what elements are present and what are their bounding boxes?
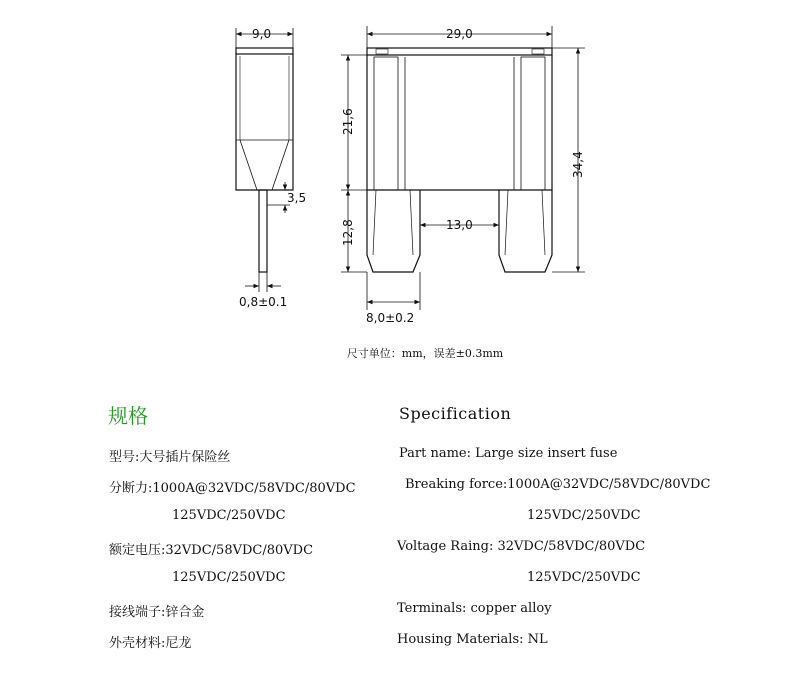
spec-cn-breaking-cont: 125VDC/250VDC <box>172 508 286 523</box>
spec-en-breaking: Breaking force:1000A@32VDC/58VDC/80VDC <box>405 477 711 492</box>
spec-cn-housing: 外壳材料:尼龙 <box>109 636 192 651</box>
dim-terminal-width: 3,5 <box>287 191 307 205</box>
spec-cn-breaking: 分断力:1000A@32VDC/58VDC/80VDC <box>109 481 356 496</box>
spec-cn-rated-voltage: 额定电压:32VDC/58VDC/80VDC <box>109 543 314 558</box>
spec-title-cn: 规格 <box>108 404 148 428</box>
dim-blade-height: 12,8 <box>341 219 355 246</box>
dim-terminal-thickness: 0,8±0.1 <box>239 295 288 309</box>
spec-en-breaking-cont: 125VDC/250VDC <box>527 508 641 523</box>
spec-en-terminals: Terminals: copper alloy <box>397 601 552 616</box>
side-view <box>236 28 293 292</box>
spec-cn-rated-voltage-cont: 125VDC/250VDC <box>172 570 286 585</box>
dim-body-height: 21,6 <box>341 108 355 135</box>
dim-blade-gap: 13,0 <box>446 218 473 232</box>
dim-blade-width: 8,0±0.2 <box>366 311 415 325</box>
unit-note: 尺寸单位：mm，误差±0.3mm <box>346 347 504 360</box>
dim-total-height: 34,4 <box>571 151 585 178</box>
spec-title-en: Specification <box>399 404 512 423</box>
front-view <box>341 26 585 310</box>
spec-en-voltage: Voltage Raing: 32VDC/58VDC/80VDC <box>397 539 646 554</box>
fuse-dimension-drawing <box>0 0 790 340</box>
dim-total-width: 29,0 <box>446 27 473 41</box>
dim-side-width: 9,0 <box>252 27 272 41</box>
spec-en-housing: Housing Materials: NL <box>397 632 548 647</box>
spec-cn-terminal: 接线端子:锌合金 <box>109 605 205 620</box>
spec-en-voltage-cont: 125VDC/250VDC <box>527 570 641 585</box>
spec-en-part-name: Part name: Large size insert fuse <box>399 446 618 461</box>
spec-cn-model: 型号:大号插片保险丝 <box>109 450 231 465</box>
